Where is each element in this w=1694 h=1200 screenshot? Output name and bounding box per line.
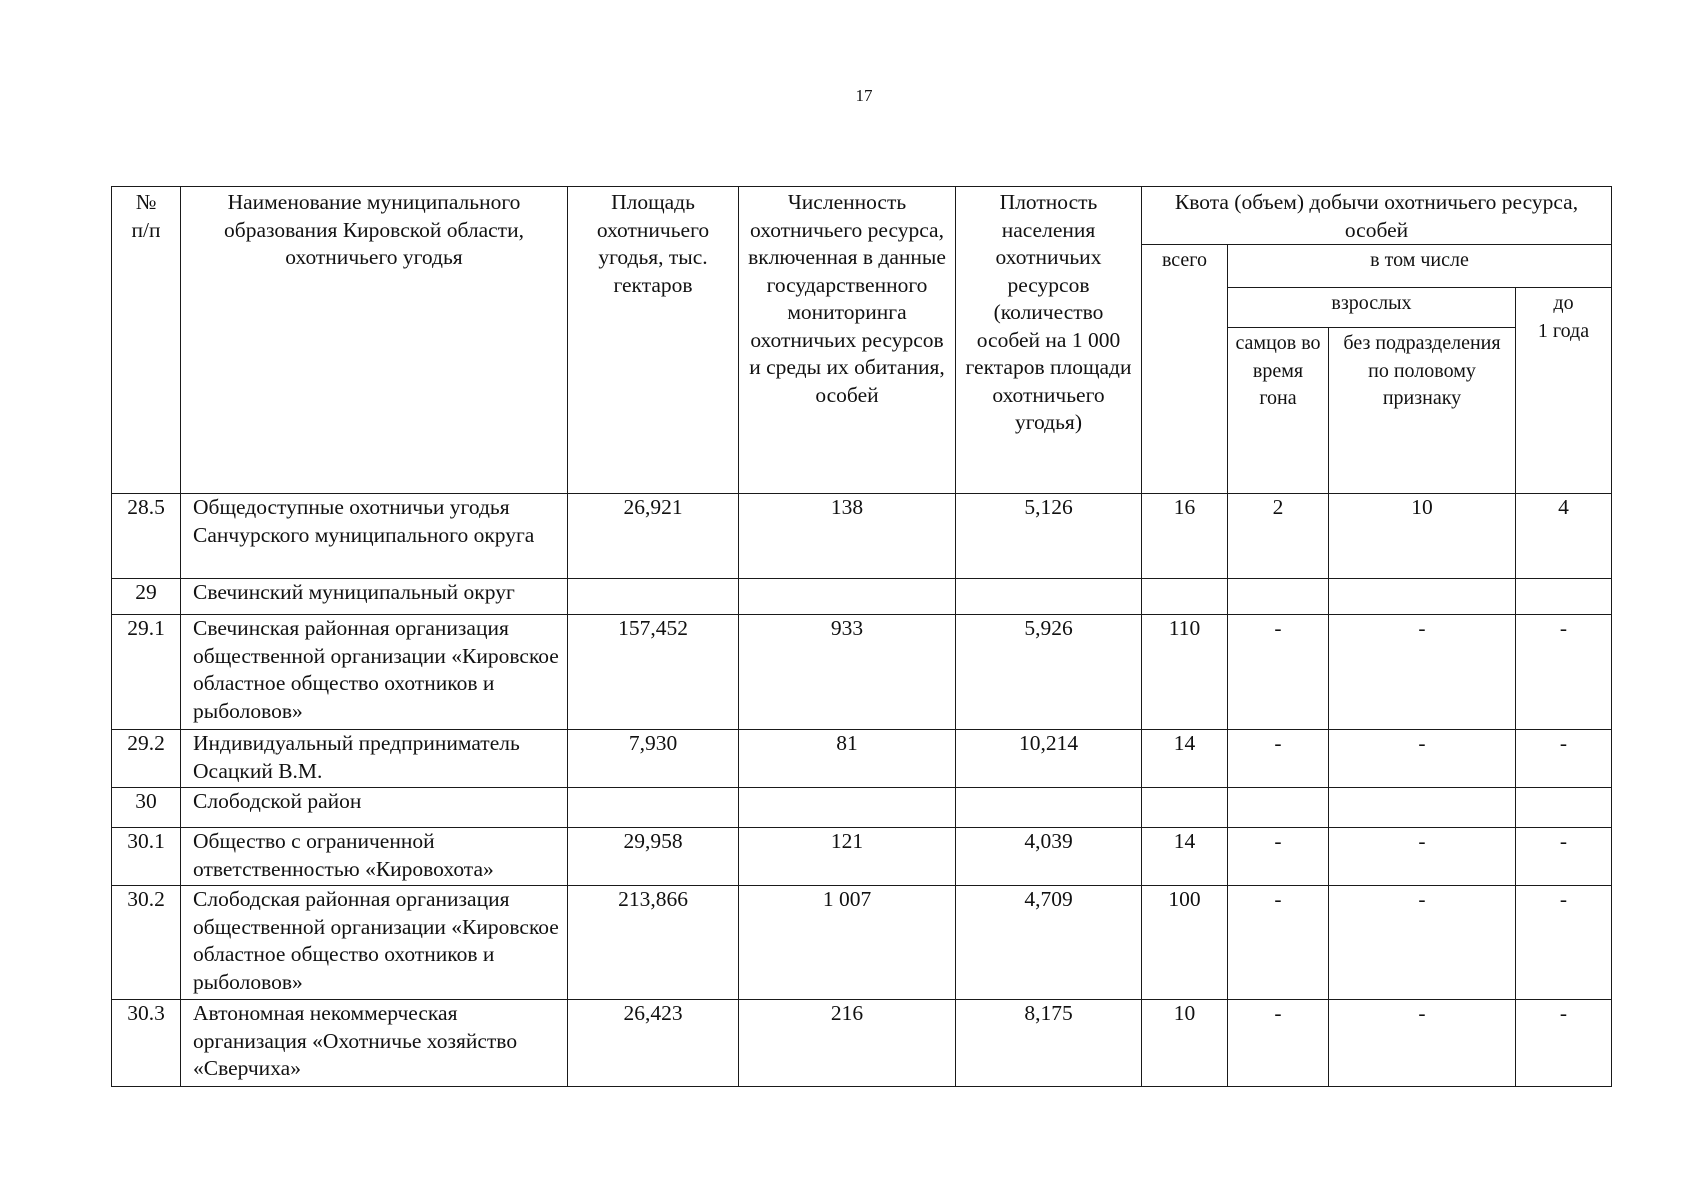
row-area: 157,452 [568,615,739,730]
row-name: Общество с ограниченной ответственностью «Кировохота» [181,828,568,886]
header-including: в том числе [1228,245,1612,288]
row-area [568,788,739,828]
row-area: 26,921 [568,494,739,579]
row-name: Автономная некоммерческая организация «Охотничье хозяйство «Сверчиха» [181,1000,568,1087]
row-density: 5,126 [956,494,1142,579]
row-count [739,788,956,828]
row-total [1142,579,1228,615]
row-nosex: - [1329,828,1516,886]
row-young: - [1516,615,1612,730]
row-males [1228,579,1329,615]
row-density: 5,926 [956,615,1142,730]
table-row [112,494,1612,579]
row-count: 138 [739,494,956,579]
row-density: 8,175 [956,1000,1142,1087]
row-num: 29.2 [112,730,181,788]
row-young: - [1516,1000,1612,1087]
row-num: 29.1 [112,615,181,730]
header-area: Площадь охотничьего угодья, тыс. гектаров [568,187,739,494]
row-area: 26,423 [568,1000,739,1087]
row-num: 30.2 [112,886,181,1000]
row-total: 110 [1142,615,1228,730]
row-males: - [1228,828,1329,886]
header-adults: взрослых [1228,288,1516,328]
row-count: 1 007 [739,886,956,1000]
row-young: - [1516,886,1612,1000]
row-total: 14 [1142,730,1228,788]
row-nosex: - [1329,886,1516,1000]
row-total: 100 [1142,886,1228,1000]
row-name: Свечинская районная организация общественной организации «Кировское областное общество охотников и рыболовов» [181,615,568,730]
row-area: 213,866 [568,886,739,1000]
header-name: Наименование муниципального образования Кировской области, охотничьего угодья [181,187,568,494]
row-name: Слободской район [181,788,568,828]
header-quota [1142,187,1612,245]
header-males-during-rut: самцов во время гона [1228,328,1329,494]
row-num: 30 [112,788,181,828]
header-num: № п/п [112,187,181,494]
row-num: 29 [112,579,181,615]
header-under-one-year: до 1 года [1516,288,1612,494]
table-row [112,1000,1612,1087]
row-young [1516,579,1612,615]
row-num: 28.5 [112,494,181,579]
row-males: - [1228,886,1329,1000]
row-count: 216 [739,1000,956,1087]
row-name: Свечинский муниципальный округ [181,579,568,615]
row-nosex: 10 [1329,494,1516,579]
row-name: Слободская районная организация общественной организации «Кировское областное общество охотников и рыболовов» [181,886,568,1000]
row-nosex [1329,579,1516,615]
row-total: 10 [1142,1000,1228,1087]
row-nosex: - [1329,730,1516,788]
row-area: 7,930 [568,730,739,788]
row-males [1228,788,1329,828]
header-count: Численность охотничьего ресурса, включенная в данные государственного мониторинга охотничьих ресурсов и среды их обитания, особей [739,187,956,494]
table-row [112,615,1612,730]
table-row [112,730,1612,788]
row-num: 30.3 [112,1000,181,1087]
row-males: 2 [1228,494,1329,579]
row-name: Общедоступные охотничьи угодья Санчурского муниципального округа [181,494,568,579]
row-young [1516,788,1612,828]
row-num: 30.1 [112,828,181,886]
row-total: 14 [1142,828,1228,886]
row-nosex [1329,788,1516,828]
row-total: 16 [1142,494,1228,579]
row-young: - [1516,730,1612,788]
row-density: 4,709 [956,886,1142,1000]
row-males: - [1228,730,1329,788]
row-name: Индивидуальный предприниматель Осацкий В.М. [181,730,568,788]
row-total [1142,788,1228,828]
hunting-quota-table [111,186,1612,1087]
row-males: - [1228,1000,1329,1087]
row-count: 81 [739,730,956,788]
row-density: 10,214 [956,730,1142,788]
row-area: 29,958 [568,828,739,886]
header-density: Плотность населения охотничьих ресурсов (количество особей на 1 000 гектаров площади охотничьего угодья) [956,187,1142,494]
row-density [956,788,1142,828]
row-density [956,579,1142,615]
table-row [112,886,1612,1000]
row-nosex: - [1329,615,1516,730]
row-area [568,579,739,615]
header-total: всего [1142,245,1228,494]
row-males: - [1228,615,1329,730]
row-count: 121 [739,828,956,886]
header-quota-text: Квота (объем) добычи охотничьего ресурса, особей [1174,190,1579,242]
row-nosex: - [1329,1000,1516,1087]
row-count [739,579,956,615]
table-row [112,788,1612,828]
table-row [112,828,1612,886]
row-young: - [1516,828,1612,886]
table-row [112,579,1612,615]
page-number: 17 [855,86,873,105]
row-density: 4,039 [956,828,1142,886]
header-no-sex-division: без подразделения по половому признаку [1329,328,1516,494]
row-young: 4 [1516,494,1612,579]
row-count: 933 [739,615,956,730]
